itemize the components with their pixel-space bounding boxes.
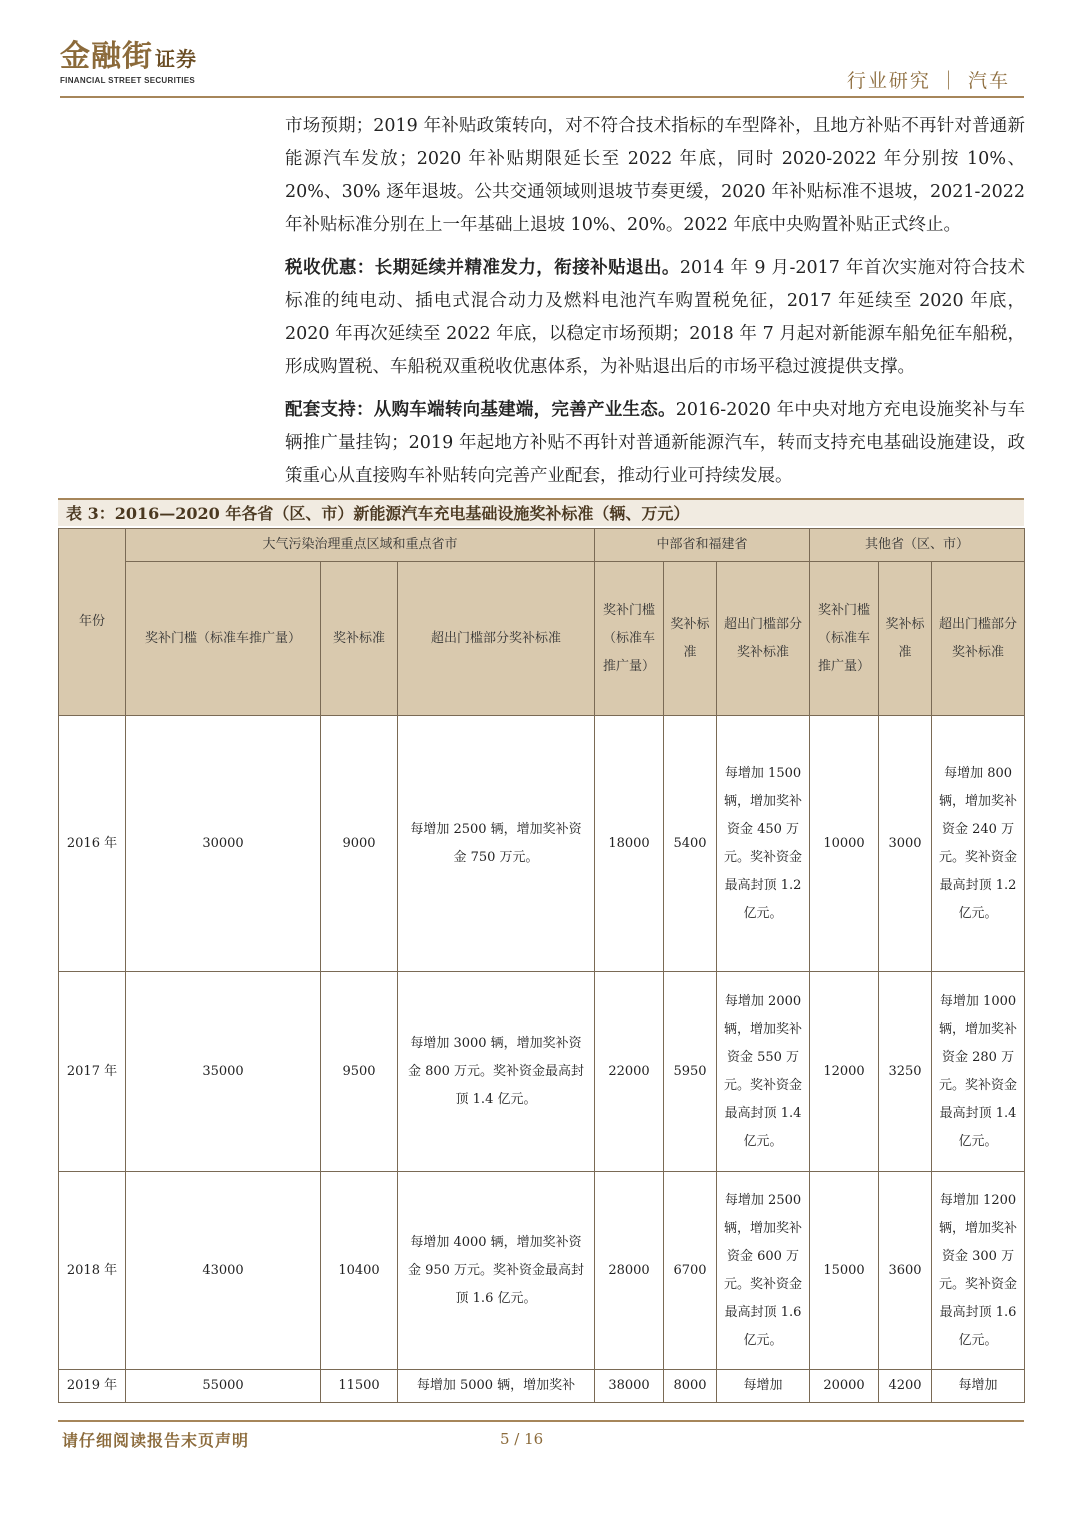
paragraph-2-lead: 税收优惠：长期延续并精准发力，衔接补贴退出。: [285, 258, 680, 278]
cell: 3600: [879, 1172, 932, 1370]
cell: 每增加 2000 辆，增加奖补资金 550 万元。奖补资金最高封顶 1.4 亿元。: [717, 972, 810, 1172]
cell: 9500: [321, 972, 398, 1172]
company-logo: [60, 40, 197, 86]
header-g3-threshold: 奖补门槛（标准车推广量）: [810, 562, 879, 716]
header-g2-threshold: 奖补门槛（标准车推广量）: [595, 562, 664, 716]
logo-name: 金融街: [60, 39, 153, 74]
cell-year: 2016 年: [59, 716, 126, 972]
header-g2-extra: 超出门槛部分奖补标准: [717, 562, 810, 716]
logo-english: FINANCIAL STREET SECURITIES: [60, 76, 196, 85]
report-section: 行业研究 ｜ 汽车: [846, 70, 1010, 92]
cell: 28000: [595, 1172, 664, 1370]
paragraph-1: [285, 110, 1025, 242]
cell: 每增加 800 辆，增加奖补资金 240 万元。奖补资金最高封顶 1.2 亿元。: [932, 716, 1025, 972]
table-row: [59, 1370, 1025, 1403]
subsidy-table: [58, 528, 1025, 1403]
table-row: [59, 1172, 1025, 1370]
cell-year: 2019 年: [59, 1370, 126, 1403]
cell: 每增加 2500 辆，增加奖补资金 750 万元。: [398, 716, 595, 972]
cell: 10400: [321, 1172, 398, 1370]
paragraph-2-text: 2014 年 9 月-2017 年首次实施对符合技术标准的纯电动、插电式混合动力及燃料电池汽车购置税免征，2017 年延续至 2020 年底，2020 年再次延续至 2022 年底，以稳定市场预期；2018 年 7 月起对新能源车船免征车船税，形成购置税、车船税双重税收优惠体系，为补贴退出后的市场平稳过渡提供支撑。: [285, 258, 1026, 377]
logo-securities: 证券: [155, 47, 197, 71]
header-group-other: 其他省（区、市）: [810, 529, 1025, 562]
header-group-central: 中部省和福建省: [595, 529, 810, 562]
cell: 每增加 5000 辆，增加奖补: [398, 1370, 595, 1403]
cell: 35000: [126, 972, 321, 1172]
cell: 每增加 1200 辆，增加奖补资金 300 万元。奖补资金最高封顶 1.6 亿元。: [932, 1172, 1025, 1370]
cell: 每增加: [932, 1370, 1025, 1403]
header-g1-standard: 奖补标准: [321, 562, 398, 716]
cell: 20000: [810, 1370, 879, 1403]
cell: 6700: [664, 1172, 717, 1370]
header-year: 年份: [59, 529, 126, 716]
cell: 9000: [321, 716, 398, 972]
cell: 10000: [810, 716, 879, 972]
cell: 22000: [595, 972, 664, 1172]
cell: 3000: [879, 716, 932, 972]
header-g1-extra: 超出门槛部分奖补标准: [398, 562, 595, 716]
header-g3-extra: 超出门槛部分奖补标准: [932, 562, 1025, 716]
cell: 4200: [879, 1370, 932, 1403]
paragraph-3-lead: 配套支持：从购车端转向基建端，完善产业生态。: [285, 400, 676, 420]
cell: 38000: [595, 1370, 664, 1403]
page-number: 5 / 16: [500, 1430, 544, 1448]
cell: 每增加 1000 辆，增加奖补资金 280 万元。奖补资金最高封顶 1.4 亿元。: [932, 972, 1025, 1172]
cell: 每增加 4000 辆，增加奖补资金 950 万元。奖补资金最高封顶 1.6 亿元。: [398, 1172, 595, 1370]
cell: 8000: [664, 1370, 717, 1403]
header-g3-standard: 奖补标准: [879, 562, 932, 716]
paragraph-1-text: 市场预期；2019 年补贴政策转向，对不符合技术指标的车型降补，且地方补贴不再针对普通新能源汽车发放；2020 年补贴期限延长至 2022 年底，同时 2020-2022 年分别按 10%、20%、30% 逐年退坡。公共交通领域则退坡节奏更缓，2020 年补贴标准不退坡，2021-2022 年补贴标准分别在上一年基础上退坡 10%、20%。2022 年底中央购置补贴正式终止。: [285, 116, 1025, 235]
cell: 11500: [321, 1370, 398, 1403]
header-group-key-regions: 大气污染治理重点区域和重点省市: [126, 529, 595, 562]
cell: 18000: [595, 716, 664, 972]
footer-divider: [58, 1420, 1024, 1422]
cell: 3250: [879, 972, 932, 1172]
cell-year: 2018 年: [59, 1172, 126, 1370]
cell: 12000: [810, 972, 879, 1172]
cell: 15000: [810, 1172, 879, 1370]
paragraph-2: [285, 252, 1025, 384]
header-g2-standard: 奖补标准: [664, 562, 717, 716]
cell: 55000: [126, 1370, 321, 1403]
paragraph-3: [285, 394, 1025, 493]
table-row: [59, 716, 1025, 972]
cell: 每增加 3000 辆，增加奖补资金 800 万元。奖补资金最高封顶 1.4 亿元。: [398, 972, 595, 1172]
table-title: 表 3：2016—2020 年各省（区、市）新能源汽车充电基础设施奖补标准（辆、万元）: [58, 498, 1024, 526]
cell: 每增加 2500 辆，增加奖补资金 600 万元。奖补资金最高封顶 1.6 亿元。: [717, 1172, 810, 1370]
page-header: [0, 0, 1080, 100]
footer-disclaimer: 请仔细阅读报告末页声明: [62, 1431, 250, 1450]
cell: 5400: [664, 716, 717, 972]
header-g1-threshold: 奖补门槛（标准车推广量）: [126, 562, 321, 716]
cell: 30000: [126, 716, 321, 972]
cell-year: 2017 年: [59, 972, 126, 1172]
table-row: [59, 972, 1025, 1172]
header-divider: [60, 96, 1024, 98]
cell: 每增加 1500 辆，增加奖补资金 450 万元。奖补资金最高封顶 1.2 亿元。: [717, 716, 810, 972]
body-text: [285, 110, 1025, 503]
cell: 每增加: [717, 1370, 810, 1403]
paragraph-3-text: 2016-2020 年中央对地方充电设施奖补与车辆推广量挂钩；2019 年起地方补贴不再针对普通新能源汽车，转而支持充电基础设施建设，政策重心从直接购车补贴转向完善产业配套，推动行业可持续发展。: [285, 400, 1025, 486]
cell: 43000: [126, 1172, 321, 1370]
cell: 5950: [664, 972, 717, 1172]
